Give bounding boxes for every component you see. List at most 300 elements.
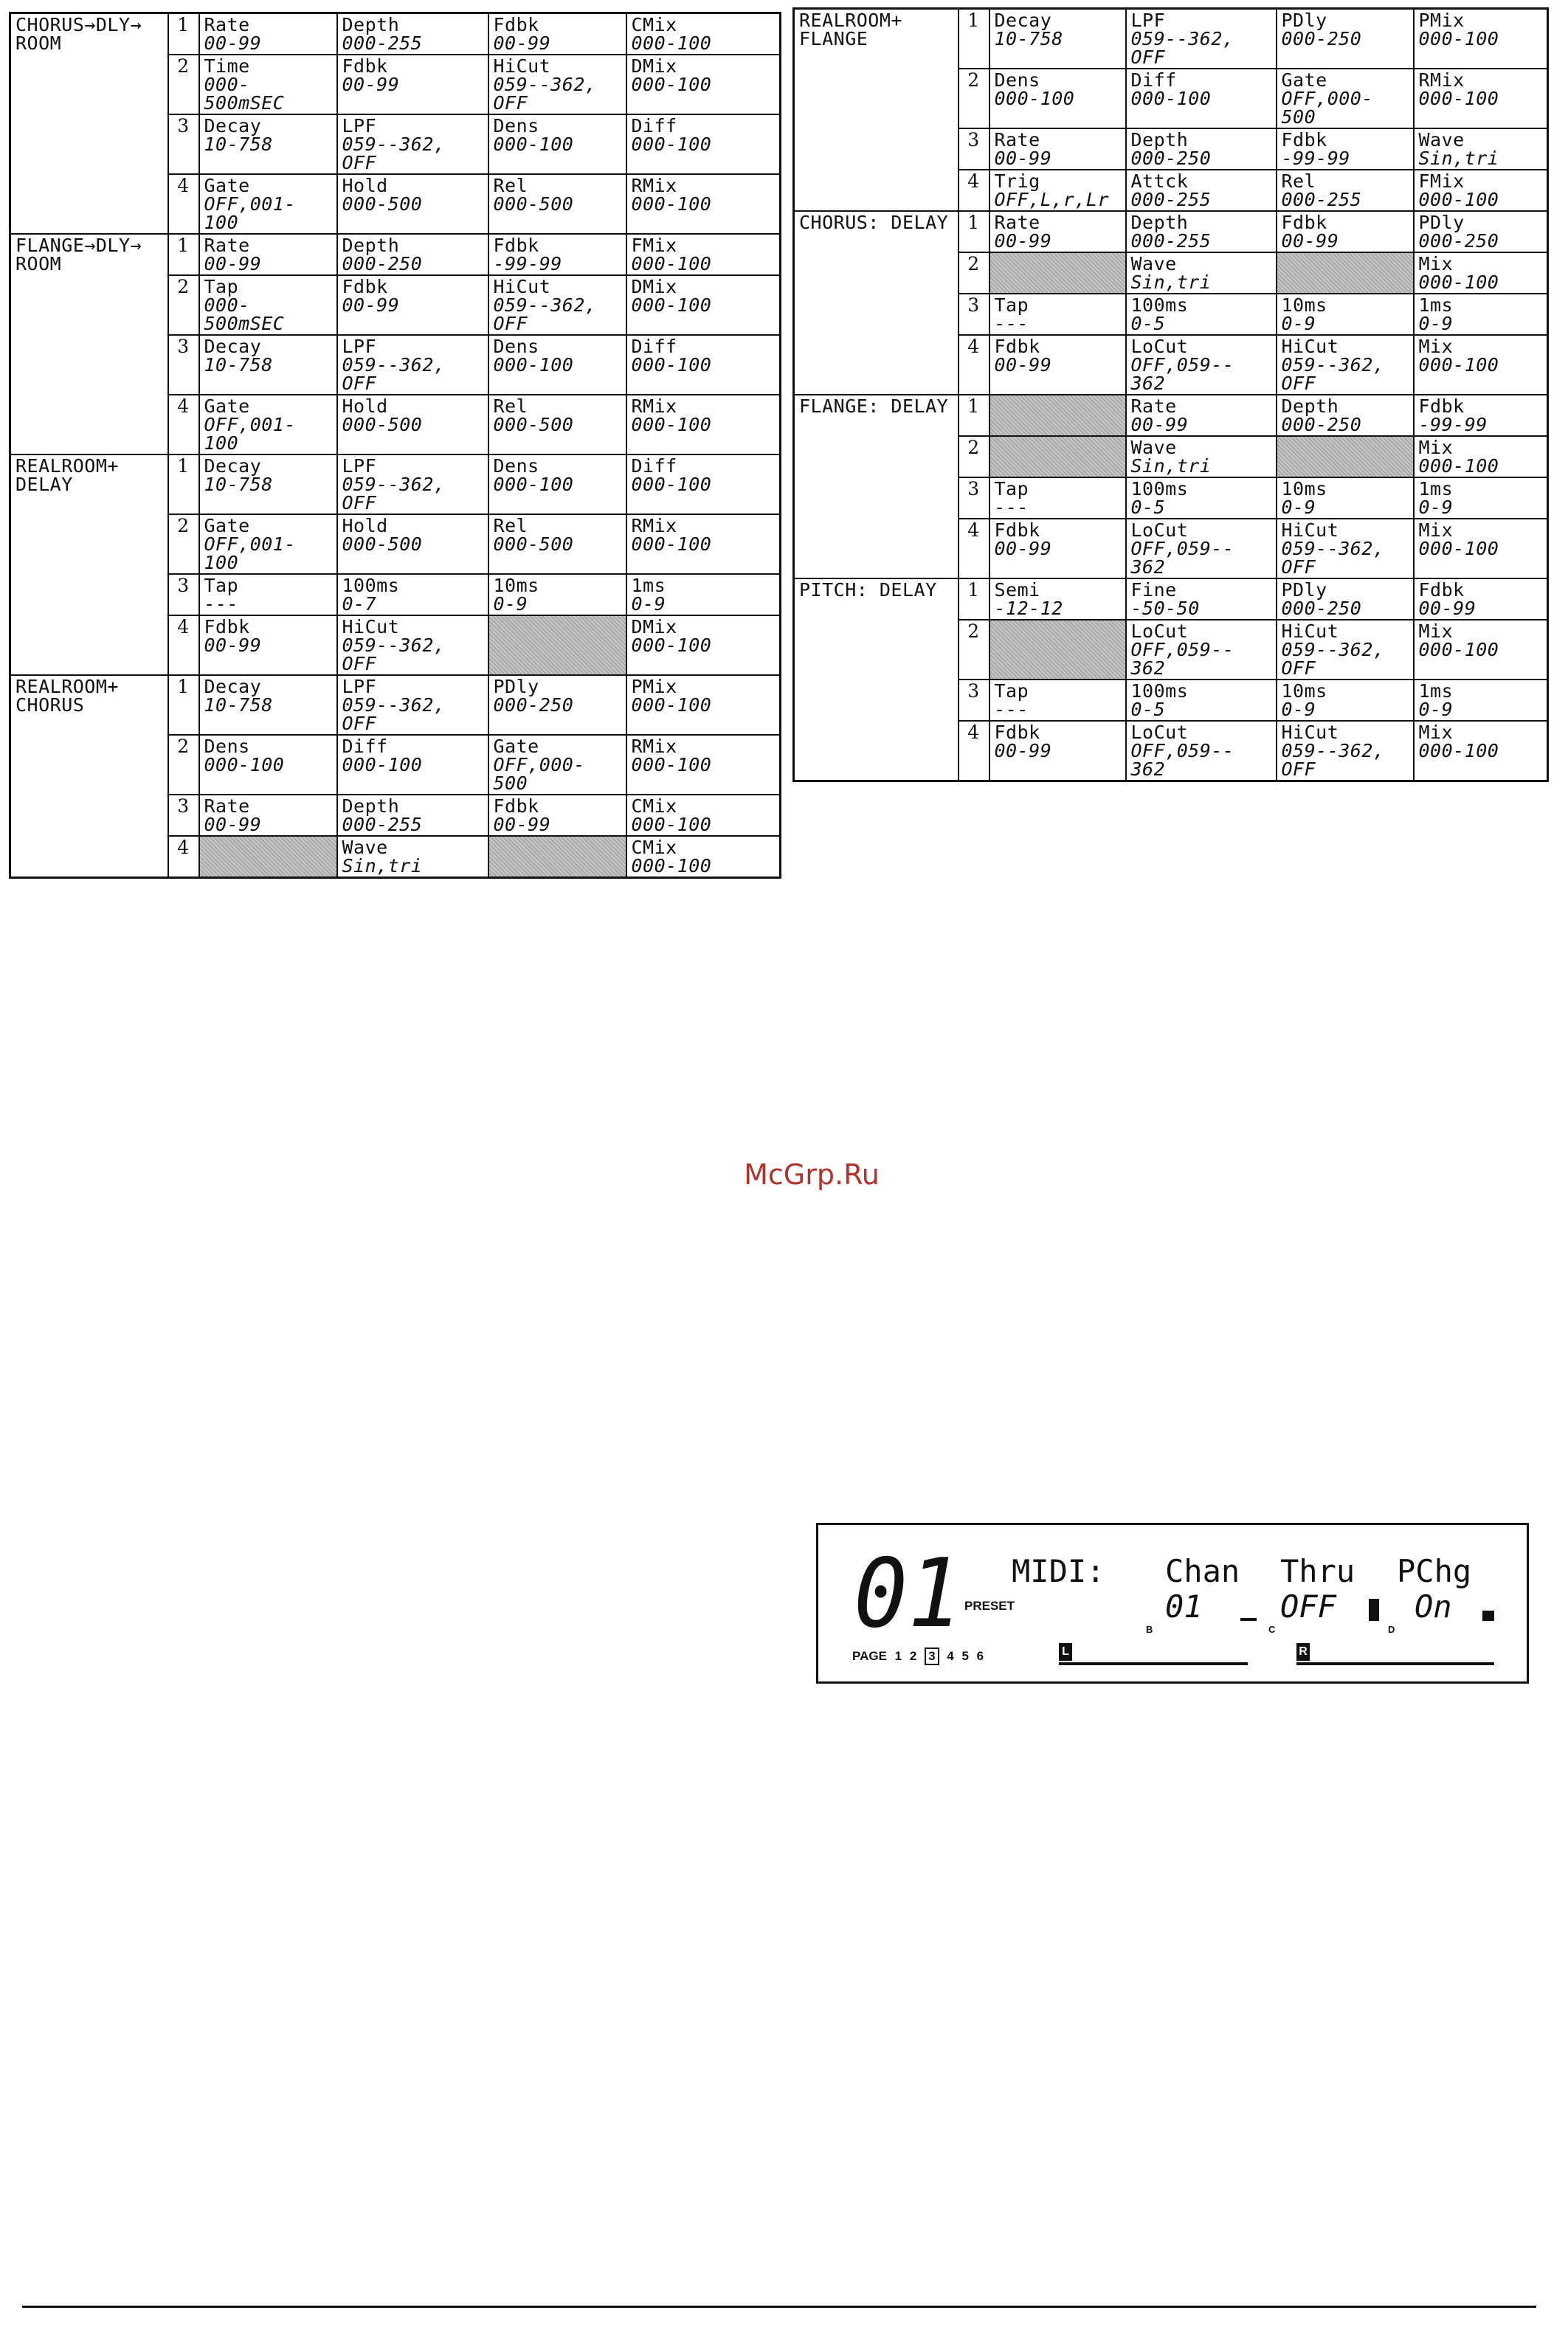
param-name: Decay (994, 10, 1052, 31)
param-range: 000-250 (493, 694, 574, 716)
param-name: RMix (631, 736, 677, 757)
param-name: HiCut (493, 276, 551, 297)
row-number: 3 (168, 335, 199, 395)
param-cell (1414, 436, 1548, 477)
param-range: 00-99 (1130, 414, 1189, 435)
left-level-meter (1059, 1643, 1248, 1665)
param-name: HiCut (1281, 722, 1339, 743)
marker-b: B (1146, 1624, 1153, 1635)
param-cell (199, 735, 337, 795)
param-cell (199, 454, 337, 514)
param-name: Fdbk (1418, 395, 1465, 417)
param-range: 000-100 (493, 474, 574, 495)
param-name: Rate (204, 235, 250, 256)
param-cell (1277, 519, 1414, 578)
param-cell (626, 335, 781, 395)
param-name: FMix (1418, 170, 1465, 192)
row-number: 4 (959, 335, 990, 395)
param-range: --- (994, 497, 1029, 518)
param-cell (1126, 721, 1277, 781)
row-number: 1 (959, 578, 990, 620)
param-cell (1126, 680, 1277, 721)
param-range: 000-100 (1418, 639, 1499, 660)
param-name: Mix (1418, 722, 1454, 743)
param-name: Hold (342, 175, 388, 196)
param-range: 000-100 (1418, 28, 1499, 49)
param-range: 000-250 (1281, 598, 1362, 619)
param-range: 000-100 (493, 354, 574, 376)
param-cell (1126, 578, 1277, 620)
row-number: 4 (959, 721, 990, 781)
param-cell (199, 234, 337, 275)
meter-right-tag: R (1296, 1643, 1310, 1661)
row-number: 4 (168, 836, 199, 878)
param-range: 000-100 (631, 754, 712, 775)
param-range: OFF,059-- 362 (1130, 538, 1234, 578)
param-range: 059--362, OFF (342, 635, 446, 674)
param-row (10, 675, 781, 735)
param-cell (990, 335, 1126, 395)
param-range: 000-255 (342, 32, 423, 54)
effect-name: REALROOM+ CHORUS (10, 675, 168, 878)
param-name: Rate (1130, 395, 1177, 417)
param-range: -99-99 (1418, 414, 1488, 435)
param-range: 059--362, OFF (1281, 639, 1385, 679)
param-cell (1126, 620, 1277, 680)
param-range: 000-100 (631, 294, 712, 316)
param-cell (337, 335, 488, 395)
param-name: Fdbk (1281, 212, 1327, 233)
cursor-underscore (1240, 1618, 1257, 1621)
param-name: 10ms (493, 575, 539, 596)
param-cell (990, 721, 1126, 781)
param-range: --- (994, 699, 1029, 720)
row-number: 4 (168, 615, 199, 675)
effect-name: FLANGE→DLY→ ROOM (10, 234, 168, 454)
param-range: 000-100 (631, 193, 712, 215)
row-number: 2 (168, 55, 199, 114)
parameter-table-left (9, 12, 781, 879)
param-cell (337, 454, 488, 514)
page-2: 2 (909, 1649, 917, 1663)
param-name: 100ms (1130, 294, 1189, 316)
param-row (10, 13, 781, 55)
param-name: Depth (1281, 395, 1339, 417)
param-name: Attck (1130, 170, 1189, 192)
param-row (794, 211, 1548, 252)
param-name: 1ms (1418, 680, 1454, 702)
shaded-empty-cell (990, 620, 1126, 680)
thru-label: Thru (1280, 1553, 1355, 1589)
param-name: DMix (631, 55, 677, 77)
param-cell (626, 234, 781, 275)
param-cell (199, 395, 337, 454)
param-range: 000-100 (631, 694, 712, 716)
row-number: 2 (959, 620, 990, 680)
param-cell (337, 615, 488, 675)
param-range: 000-100 (631, 32, 712, 54)
param-cell (488, 335, 626, 395)
param-cell (337, 174, 488, 234)
param-name: 1ms (1418, 478, 1454, 499)
param-cell (1126, 252, 1277, 294)
param-name: RMix (1418, 69, 1465, 91)
param-name: 100ms (1130, 478, 1189, 499)
param-range: -50-50 (1130, 598, 1200, 619)
param-name: Mix (1418, 336, 1454, 357)
param-name: Fdbk (994, 519, 1040, 541)
param-cell (488, 514, 626, 574)
param-range: 000-500 (493, 193, 574, 215)
chan-label: Chan (1165, 1553, 1240, 1589)
param-range: 000-250 (342, 253, 423, 274)
param-range: OFF,000- 500 (493, 754, 585, 794)
param-name: Decay (204, 455, 262, 477)
param-cell (488, 454, 626, 514)
param-name: LPF (342, 455, 377, 477)
param-range: 000-100 (342, 754, 423, 775)
param-cell (337, 395, 488, 454)
param-cell (1126, 519, 1277, 578)
param-cell (1414, 395, 1548, 436)
parameter-table-left-body (10, 13, 781, 878)
row-number: 1 (168, 234, 199, 275)
param-name: FMix (631, 235, 677, 256)
shaded-empty-cell (488, 836, 626, 878)
row-number: 4 (959, 170, 990, 211)
param-name: Semi (994, 579, 1040, 601)
param-name: 100ms (1130, 680, 1189, 702)
param-name: Depth (342, 795, 400, 817)
param-name: Wave (1130, 437, 1177, 458)
param-range: 000-100 (1418, 354, 1499, 376)
param-name: CMix (631, 14, 677, 35)
effect-name: REALROOM+ FLANGE (794, 9, 959, 212)
row-number: 1 (168, 13, 199, 55)
param-name: Fdbk (1418, 579, 1465, 601)
param-range: 0-9 (1418, 313, 1454, 334)
param-name: Tap (994, 478, 1029, 499)
param-name: Rate (204, 14, 250, 35)
param-name: Fdbk (342, 55, 388, 77)
param-cell (1277, 680, 1414, 721)
param-name: Fdbk (204, 616, 250, 637)
param-name: RMix (631, 515, 677, 536)
param-range: 0-9 (631, 593, 666, 615)
param-range: 000-255 (1281, 189, 1362, 210)
param-cell (488, 13, 626, 55)
param-range: 0-9 (1281, 699, 1316, 720)
param-range: 000-255 (1130, 230, 1212, 252)
chan-value: 01 (1165, 1588, 1203, 1625)
param-cell (1126, 436, 1277, 477)
param-name: Mix (1418, 253, 1454, 274)
param-name: Rel (493, 515, 528, 536)
param-cell (488, 574, 626, 615)
param-cell (199, 13, 337, 55)
param-range: 0-9 (1418, 497, 1454, 518)
param-range: 10-758 (204, 354, 273, 376)
param-name: Fdbk (342, 276, 388, 297)
param-range: 059--362, OFF (1281, 538, 1385, 578)
param-cell (1414, 519, 1548, 578)
param-range: OFF,059-- 362 (1130, 740, 1234, 780)
param-cell (199, 574, 337, 615)
param-cell (1126, 395, 1277, 436)
param-range: 000-100 (1418, 740, 1499, 761)
param-range: 000- 500mSEC (204, 74, 285, 114)
param-range: 059--362, OFF (1130, 28, 1234, 68)
param-name: LPF (342, 676, 377, 697)
param-cell (1277, 211, 1414, 252)
param-name: PDly (1281, 10, 1327, 31)
param-range: 10-758 (994, 28, 1063, 49)
param-name: Decay (204, 115, 262, 136)
param-cell (337, 574, 488, 615)
page-5: 5 (961, 1649, 969, 1663)
param-name: Gate (493, 736, 539, 757)
param-cell (1277, 721, 1414, 781)
param-cell (1277, 477, 1414, 519)
param-range: 000-100 (631, 74, 712, 95)
param-name: Depth (342, 14, 400, 35)
param-name: PDly (1418, 212, 1465, 233)
param-cell (1126, 211, 1277, 252)
param-cell (1126, 69, 1277, 128)
param-cell (1277, 128, 1414, 170)
shaded-empty-cell (1277, 436, 1414, 477)
param-cell (990, 170, 1126, 211)
param-range: 000-250 (1281, 28, 1362, 49)
shaded-empty-cell (990, 436, 1126, 477)
effect-name: FLANGE: DELAY (794, 395, 959, 578)
pchg-value: On (1415, 1588, 1452, 1625)
page-4: 4 (947, 1649, 954, 1663)
param-cell (1414, 294, 1548, 335)
param-range: 00-99 (493, 32, 551, 54)
param-cell (488, 675, 626, 735)
param-row (794, 9, 1548, 69)
param-range: 000-100 (631, 414, 712, 435)
param-name: Tap (204, 575, 239, 596)
param-name: 1ms (631, 575, 666, 596)
param-row (10, 454, 781, 514)
param-cell (990, 69, 1126, 128)
param-name: Rel (493, 175, 528, 196)
param-cell (337, 735, 488, 795)
param-range: 00-99 (994, 538, 1052, 559)
marker-c: C (1268, 1624, 1276, 1635)
param-cell (1414, 211, 1548, 252)
param-name: Hold (342, 515, 388, 536)
param-cell (1277, 294, 1414, 335)
row-number: 1 (959, 395, 990, 436)
param-cell (1414, 620, 1548, 680)
param-cell (488, 395, 626, 454)
param-cell (626, 454, 781, 514)
thru-value: OFF (1280, 1588, 1336, 1625)
param-range: 000-500 (493, 533, 574, 555)
param-name: Decay (204, 676, 262, 697)
param-range: 000-100 (204, 754, 285, 775)
param-name: Rate (994, 129, 1040, 151)
param-range: 059--362, OFF (493, 294, 597, 334)
param-cell (1414, 69, 1548, 128)
param-range: OFF,001- 100 (204, 193, 296, 233)
param-name: LPF (342, 115, 377, 136)
param-range: -99-99 (493, 253, 562, 274)
param-range: 000-100 (631, 253, 712, 274)
param-cell (488, 55, 626, 114)
param-range: OFF,059-- 362 (1130, 354, 1234, 394)
param-cell (626, 735, 781, 795)
param-range: 00-99 (493, 814, 551, 835)
row-number: 4 (959, 519, 990, 578)
param-cell (337, 514, 488, 574)
param-cell (488, 174, 626, 234)
param-name: Fdbk (493, 235, 539, 256)
row-number: 3 (959, 294, 990, 335)
param-range: -99-99 (1281, 148, 1350, 169)
row-number: 3 (959, 477, 990, 519)
param-name: Trig (994, 170, 1040, 192)
param-cell (626, 174, 781, 234)
param-range: 059--362, OFF (342, 694, 446, 734)
param-name: Dens (493, 455, 539, 477)
param-range: OFF,001- 100 (204, 533, 296, 573)
param-cell (1414, 9, 1548, 69)
param-range: 000-100 (1418, 88, 1499, 109)
param-cell (1277, 395, 1414, 436)
param-cell (1126, 170, 1277, 211)
param-cell (990, 578, 1126, 620)
param-range: 000-250 (1418, 230, 1499, 252)
param-range: 059--362, OFF (1281, 354, 1385, 394)
param-range: OFF,001- 100 (204, 414, 296, 454)
param-name: Diff (631, 455, 677, 477)
param-name: Fdbk (493, 795, 539, 817)
param-name: Depth (1130, 129, 1189, 151)
param-range: 10-758 (204, 134, 273, 155)
param-cell (199, 514, 337, 574)
param-cell (337, 675, 488, 735)
shaded-empty-cell (990, 252, 1126, 294)
param-range: --- (204, 593, 239, 615)
row-number: 1 (168, 454, 199, 514)
param-range: 000-100 (1130, 88, 1212, 109)
param-name: HiCut (1281, 519, 1339, 541)
param-cell (626, 275, 781, 335)
param-range: 059--362, OFF (342, 134, 446, 173)
param-name: RMix (631, 395, 677, 417)
row-number: 2 (959, 252, 990, 294)
param-name: Hold (342, 395, 388, 417)
param-cell (626, 514, 781, 574)
row-number: 3 (168, 574, 199, 615)
param-range: Sin,tri (342, 855, 423, 877)
page-1: 1 (894, 1649, 902, 1663)
param-cell (990, 294, 1126, 335)
param-row (794, 395, 1548, 436)
param-cell (626, 836, 781, 878)
param-cell (1414, 252, 1548, 294)
param-name: DMix (631, 276, 677, 297)
param-name: Mix (1418, 620, 1454, 642)
param-range: 000-100 (631, 474, 712, 495)
row-number: 3 (168, 114, 199, 174)
param-cell (1414, 170, 1548, 211)
param-cell (1126, 9, 1277, 69)
param-name: Gate (204, 515, 250, 536)
param-cell (1414, 680, 1548, 721)
effect-name: CHORUS: DELAY (794, 211, 959, 395)
param-name: Fdbk (493, 14, 539, 35)
param-name: LoCut (1130, 336, 1189, 357)
page-label: PAGE (852, 1649, 887, 1663)
param-range: 00-99 (1418, 598, 1477, 619)
param-cell (337, 55, 488, 114)
param-cell (1414, 578, 1548, 620)
param-cell (990, 680, 1126, 721)
cursor-block (1369, 1599, 1379, 1621)
param-cell (1277, 620, 1414, 680)
param-range: 000-100 (631, 635, 712, 656)
param-range: --- (994, 313, 1029, 334)
row-number: 1 (959, 9, 990, 69)
param-range: 000-250 (1281, 414, 1362, 435)
param-name: LoCut (1130, 722, 1189, 743)
param-range: 00-99 (994, 230, 1052, 252)
param-range: 000-100 (631, 354, 712, 376)
row-number: 3 (959, 128, 990, 170)
cursor-square (1482, 1611, 1494, 1621)
shaded-empty-cell (199, 836, 337, 878)
param-range: 00-99 (342, 294, 400, 316)
param-cell (199, 55, 337, 114)
param-cell (488, 234, 626, 275)
param-row (10, 234, 781, 275)
param-name: Dens (493, 336, 539, 357)
param-cell (337, 795, 488, 836)
param-range: 000-500 (342, 193, 423, 215)
param-range: 059--362, OFF (1281, 740, 1385, 780)
param-cell (990, 477, 1126, 519)
param-cell (626, 395, 781, 454)
param-name: RMix (631, 175, 677, 196)
param-cell (337, 234, 488, 275)
param-range: 000-100 (493, 134, 574, 155)
param-name: LoCut (1130, 620, 1189, 642)
param-range: 10-758 (204, 694, 273, 716)
param-cell (1277, 335, 1414, 395)
row-number: 4 (168, 395, 199, 454)
row-number: 3 (168, 795, 199, 836)
row-number: 2 (959, 69, 990, 128)
param-range: OFF,L,r,Lr (994, 189, 1110, 210)
param-name: LPF (1130, 10, 1166, 31)
watermark: McGrp.Ru (744, 1158, 880, 1191)
param-cell (990, 211, 1126, 252)
param-name: Rel (493, 395, 528, 417)
param-cell (1126, 128, 1277, 170)
row-number: 1 (959, 211, 990, 252)
param-range: 000-100 (1418, 455, 1499, 477)
param-cell (337, 275, 488, 335)
param-name: 1ms (1418, 294, 1454, 316)
param-range: 000-100 (631, 814, 712, 835)
param-name: PDly (493, 676, 539, 697)
param-range: Sin,tri (1130, 272, 1212, 293)
